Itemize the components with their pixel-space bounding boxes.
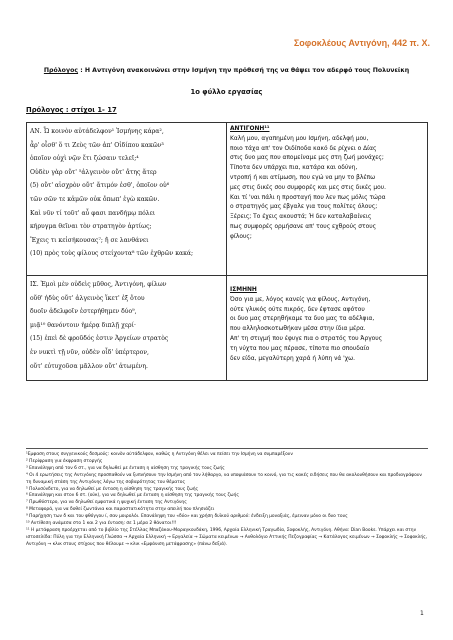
text-line: (15) ἐπεὶ δὲ φροῦδός ἐστιν Ἀργείων στρατὸς <box>30 335 169 343</box>
text-line: ΑΝ. Ὦ κοινὸν αὐτάδελφον¹ Ἰσμήνης κάρα², <box>30 128 164 135</box>
modern-text-ismene <box>227 276 428 381</box>
footnote: ⁸ Μεταφορά, για να δοθεί ζωντάνια και παραστατικότητα στην απειλή που πλησιάζει <box>26 507 215 513</box>
text-line: Όσο για με, λόγος κανείς για φίλους, Αντιγόνη, <box>230 296 371 303</box>
text-line: δυοῖν ἀδελφοῖν ἐστερήθημεν δύο⁹, <box>30 308 137 316</box>
text-line: Ἔχεις τι κεἰσήκουσας⁷; ἤ σε λανθάνει <box>30 236 149 244</box>
text-line: (5) οὔτ' αἰσχρὸν οὔτ' ἄτιμόν ἐσθ', ὁποῖον οὐ⁶ <box>30 182 170 190</box>
footnotes <box>26 448 428 549</box>
text-line: ΙΣ. Ἐμοὶ μὲν οὐδεὶς μῦθος, Ἀντιγόνη, φίλων <box>30 281 167 288</box>
footnote: ¹Εμφαση στους συγγενικούς δεσμούς: κοινὸν αὐτάδελφον, καθώς η Αντιγόνη θέλει να πείσει την Ισμήνη να συμπαρέξουν <box>26 452 293 457</box>
text-line: ἐν νυκτὶ τῇ νῦν, οὐδὲν οἶδ' ὑπέρτερον, <box>30 348 149 356</box>
text-line: Και τί 'ναι πάλι η προσταγή που λεν πως μόλις τώρα <box>230 194 386 201</box>
text-line: δεν είδα, μεγαλύτερη χαρά ή λύπη νά 'χω. <box>230 355 355 362</box>
text-table <box>26 122 428 381</box>
speaker-label: ΙΣΜΗΝΗ <box>230 287 257 293</box>
text-line: Καλή μου, αγαπημένη μου Ισμήνη, αδελφή μου, <box>230 135 369 142</box>
title-text: : Η Αντιγόνη ανακοινώνει στην Ισμήνη την πρόθεσή της να θάψει τον αδερφό τους Πολυνείκη <box>78 67 410 74</box>
text-line: μιᾷ¹⁰ θανόντοιν ἡμέρᾳ διπλῇ χερί· <box>30 321 136 329</box>
text-line: οι δυο μας στερηθήκαμε τα δυο μας τα αδέλφια, <box>230 316 375 323</box>
text-line: Τίποτα δεν υπάρχει πια, κατάρα και οδύνη, <box>230 165 358 172</box>
ancient-text-ismene <box>27 276 227 381</box>
text-line: Οὐδὲν γὰρ οὔτ' ⁵ἀλγεινὸν οὔτ' ἄτης ἄτερ <box>30 168 157 176</box>
text-line: Ξέρεις; Το έχεις ακουστά; Ή δεν καταλαβαίνεις <box>230 214 372 221</box>
worksheet-label: 1ο φύλλο εργασίας <box>190 88 263 96</box>
footnote: ⁵ Πολυσύνδετο, για να δηλωθεί με ένταση η αίσθηση της τραγικής τους ζωής <box>26 486 199 492</box>
text-line: που αλληλοσκοτωθήκαν μέσα στην ίδια μέρα. <box>230 326 366 333</box>
footnote: ⁴ Οι 4 ερωτήσεις της Αντιγόνης προσπαθούν να ξυπνήσουν την Ισμήνη από τον λήθαργο, να υποψιάσουν το κοινό, για τις κακές ειδήσεις που θα ακολουθήσουν και προδιαγράφουν τη δυναμική στάση της Αντιγόνης λόγω της σοβαρότητας του θέματος <box>26 472 422 485</box>
footnote: ² Περίφραση για έκφραση στοργής <box>26 458 103 464</box>
footnote: ³ Επανάληψη από τον 6 στ., για να δηλωθεί με ένταση η αίσθηση της τραγικής τους ζωής <box>26 465 225 471</box>
text-line: οὔθ' ἡδὺς οὔτ' ἀλγεινὸς ἵκετ' ἐξ ὅτου <box>30 294 145 302</box>
table-row <box>27 123 428 276</box>
page-title <box>20 66 433 75</box>
document-header: Σοφοκλέους Αντιγόνη, 442 π. Χ. <box>293 38 430 48</box>
text-line: ποιο τάχα απ' τον Οιδίποδα κακό δε ρίχνει ο Δίας <box>230 145 377 152</box>
title-label: Πρόλογος <box>43 67 79 74</box>
text-line: ὁποῖον οὐχὶ νῷν ἔτι ζώσαιν τελεῖ;⁴ <box>30 155 139 163</box>
footnote: ⁹ Παρήχηση των δ και του φθόγγου ί, σαν μοιρολόι. Επανάληψη του «δύο» και χρήση δυϊκού αριθμού: ένδειξη μοναξιάς, έμειναν μόνο οι δυο τους <box>26 514 348 520</box>
text-line: οὔτ' εὐτυχοῦσα μᾶλλον οὔτ' ἀτωμένη. <box>30 362 148 370</box>
text-line: ούτε γλυκός ούτε πικρός, δεν έφτασε αφότου <box>230 306 365 313</box>
text-line: Απ' τη στιγμή που έφυγε πια ο στρατός του Άργους <box>230 335 383 342</box>
speaker-label: ΑΝΤΙΓΟΝΗ¹¹ <box>230 126 270 132</box>
text-line: φίλους; <box>230 233 252 240</box>
text-line: ἆρ' οἶσθ' ὅ τι Ζεὺς τῶν ἀπ' Οἰδίπου κακῶν³ <box>30 141 164 149</box>
text-line: Καὶ νῦν τί τοῦτ' αὖ φασι πανδήμῳ πόλει <box>30 209 156 217</box>
modern-text-antigone <box>227 123 428 276</box>
ancient-text-antigone <box>27 123 227 276</box>
text-line: κήρυγμα θεῖναι τὸν στρατηγὸν ἀρτίως; <box>30 223 152 231</box>
section-heading: Πρόλογος : στίχοι 1- 17 <box>26 106 117 114</box>
footnote: ⁷ Πρωθύστερο, για να δηλωθεί εμφατικά η ψυχική ένταση της Αντιγόνης <box>26 500 187 506</box>
footnote: ¹¹ Η μετάφραση προέρχεται από το βιβλίο της Στέλλας Μπαζάκου-Μαραγκουδάκη, 1996, Αρχαία Ελληνική Τραγωδία, Σοφοκλής, Αντιγόνη. Αθήνα: Dian Books. Υπάρχει και στην ιστοσελίδα: Πύλη για την Ελληνική Γλώσσα → Αρχαία Ελληνική → Εργαλεία → Σώματα κειμένων → Ανθολόγιο Αττικής Πεζογραφίας → Κατάλογος κειμένων → Σοφοκλής → Σοφοκλής, Αντιγόνη → κλικ στους στίχους που θέλουμε → κλικ «Εμφάνιση μετάφρασης» (πάνω δεξιά). <box>26 527 428 547</box>
table-row <box>27 276 428 381</box>
text-line: ντροπή ή και ατίμωση, που εγώ να μην το βλέπω <box>230 174 376 181</box>
text-line: τη νύχτα που μας πέρασε, τίποτα πιο σπουδαίο <box>230 345 370 352</box>
text-line: μες στις δικές σου συμφορές και μες στις δικές μου. <box>230 184 386 191</box>
footnote: ¹⁰ Αντίθεση ανάμεσα στο 1 και 2 για ένταση: σε 1 μέρα 2 θάνατοι!!! <box>26 521 177 527</box>
text-line: πως συμφορές ορμήσανε απ' τους εχθρούς στους <box>230 223 377 230</box>
footnote: ⁶ Επανάληψη και στον 6 στ. (ούκ), για να δηλωθεί με ένταση η αίσθηση της τραγικής τους ζωής <box>26 493 239 499</box>
text-line: ο στρατηγός μας έβγαλε για τους πολίτες όλους; <box>230 204 378 211</box>
text-line: τῶν σῶν τε κἀμῶν οὐκ ὄπωπ' ἐγὼ κακῶν. <box>30 195 160 203</box>
page-number: 1 <box>420 610 424 617</box>
text-line: στις δυο μας που απομείναμε μες στη ζωή μονάχες; <box>230 155 384 162</box>
text-line: (10) πρὸς τοὺς φίλους στείχοντα⁸ τῶν ἐχθρῶν κακά; <box>30 250 194 258</box>
